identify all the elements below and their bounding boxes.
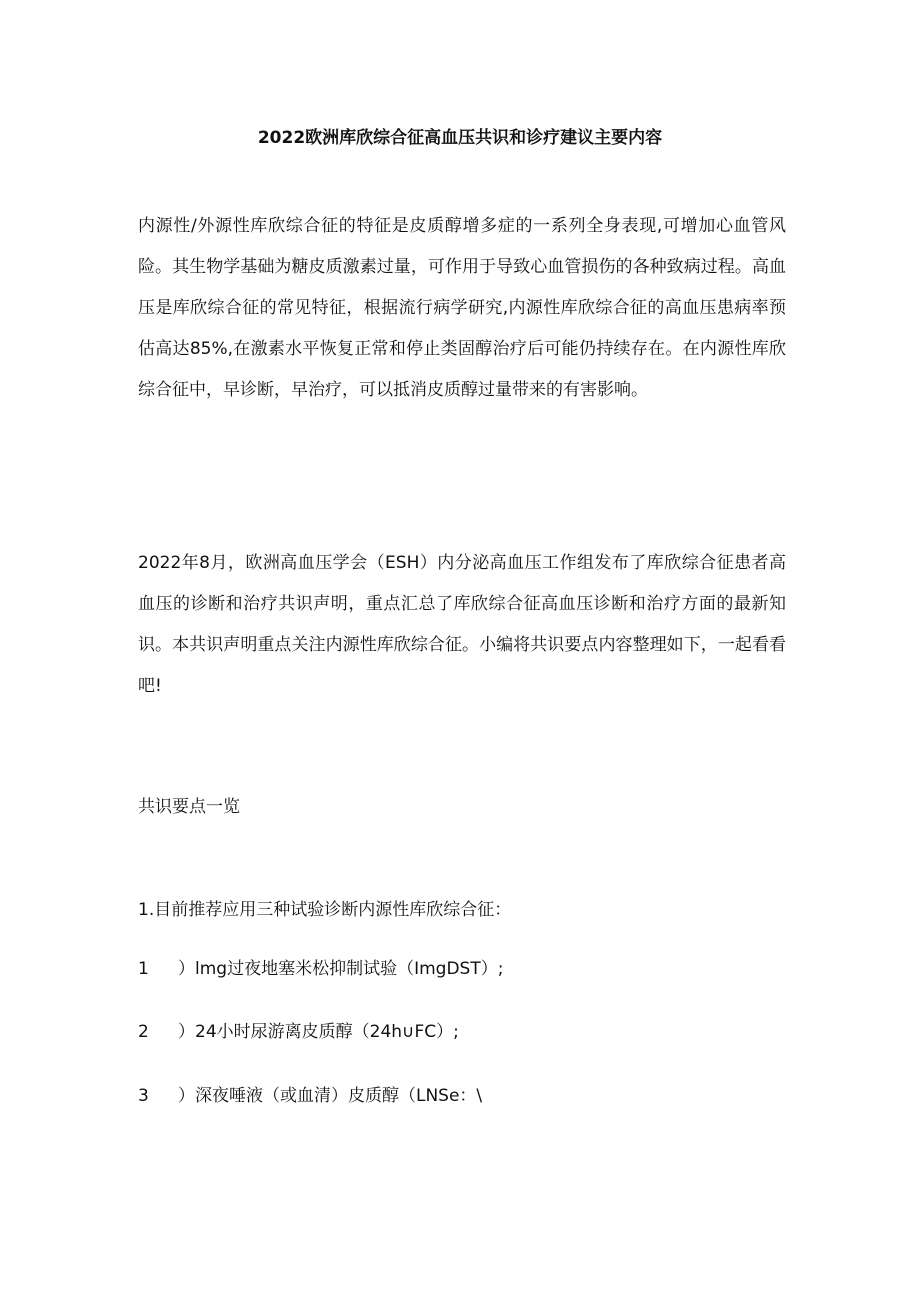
list-item-number: 1 (138, 959, 149, 979)
list-item-number: 3 (138, 1086, 149, 1106)
background-paragraph: 2022年8月，欧洲高血压学会（ESH）内分泌高血压工作组发布了库欣综合征患者高血压的诊断和治疗共识声明，重点汇总了库欣综合征高血压诊断和治疗方面的最新知识。本共识声明重点关注内源性库欣综合征。小编将共识要点内容整理如下，一起看看吧! (138, 553, 786, 696)
list-item-number: 2 (138, 1022, 149, 1042)
document-title: 2022欧洲库欣综合征高血压共识和诊疗建议主要内容 (257, 128, 663, 148)
list-item-text: ）lmg过夜地塞米松抑制试验（ImgDST）; (178, 959, 504, 979)
list-item (138, 1020, 786, 1044)
list-item (138, 1084, 786, 1108)
list-item-text: ）24小时尿游离皮质醇（24h∪FC）; (178, 1022, 459, 1042)
list-item (138, 957, 786, 981)
section-heading: 共识要点一览 (138, 797, 240, 817)
intro-paragraph: 内源性/外源性库欣综合征的特征是皮质醇增多症的一系列全身表现,可增加心血管风险。其生物学基础为糖皮质激素过量，可作用于导致心血管损伤的各种致病过程。高血压是库欣综合征的常见特征，根据流行病学研究,内源性库欣综合征的高血压患病率预估高达85%,在激素水平恢复正常和停止类固醇治疗后可能仍持续存在。在内源性库欣综合征中，早诊断，早治疗，可以抵消皮质醇过量带来的有害影响。 (138, 216, 786, 400)
list-intro: 1.目前推荐应用三种试验诊断内源性库欣综合征： (138, 900, 512, 920)
list-item-text: ）深夜唾液（或血清）皮质醇（LNSe：\ (178, 1086, 483, 1106)
